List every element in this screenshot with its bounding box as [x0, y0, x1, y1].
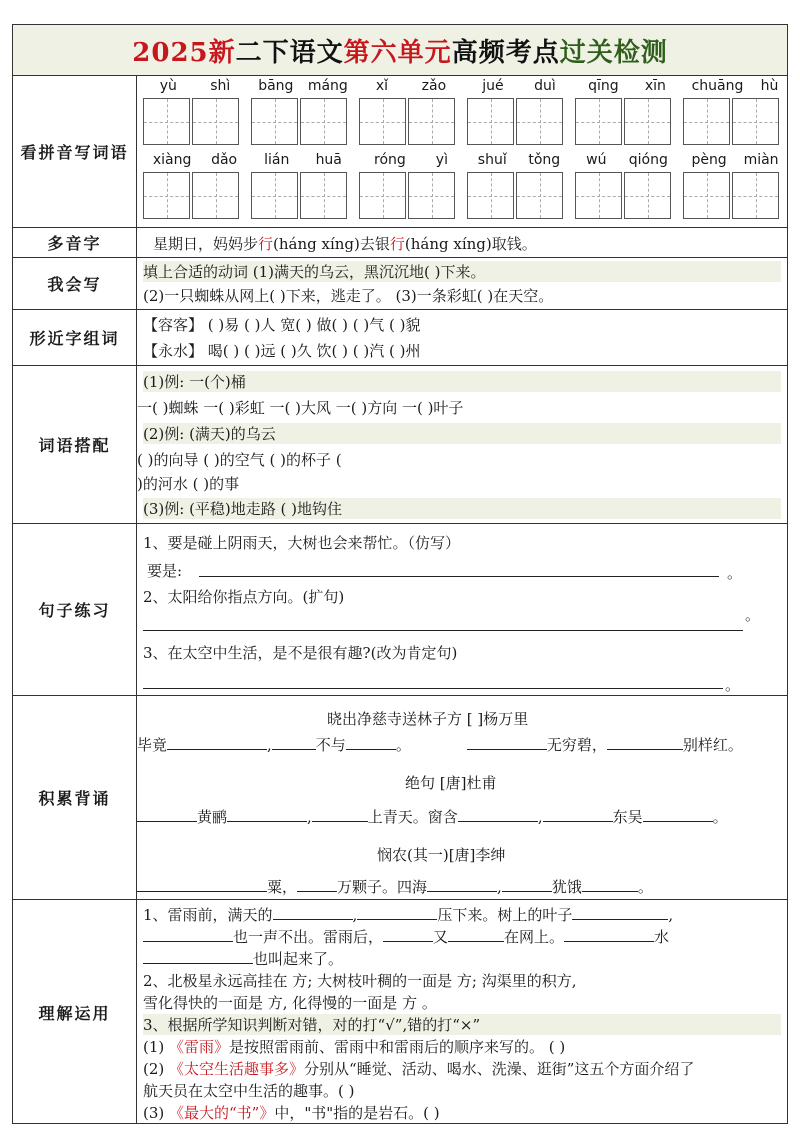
- juzi-q1: 1、要是碰上阴雨天，大树也会来帮忙。（仿写）: [143, 534, 461, 552]
- duoyin-sentence: 星期日，妈妈步行(háng xíng)去银行(háng xíng)取钱。: [153, 235, 537, 253]
- pinyin-word: [575, 78, 679, 145]
- pinyin-syllable: wú: [586, 152, 607, 168]
- tianzige-box[interactable]: [359, 98, 406, 145]
- judge-2: (2) 《太空生活趣事多》分别从“睡觉、活动、喝水、洗澡、逛街”这五个方面介绍了: [143, 1060, 695, 1078]
- answer-line: [143, 688, 723, 689]
- dapei-example1: (1)例: 一(个)桶: [143, 371, 781, 392]
- section-label: 理解运用: [13, 900, 137, 1124]
- dapei-example2: (2)例: (满天)的乌云: [143, 423, 781, 444]
- lijie-line2: 也一声不出。雷雨后， 又 在网上。 水: [143, 926, 781, 947]
- tianzige-box[interactable]: [251, 172, 298, 219]
- pinyin-syllable: shuǐ: [477, 152, 507, 168]
- judge-1: (1) 《雷雨》是按照雷雨前、雷雨中和雷雨后的顺序来写的。 ( ): [143, 1038, 566, 1056]
- pinyin-syllable: dǎo: [211, 152, 238, 168]
- lijie-line6: 3、根据所学知识判断对错，对的打“√”,错的打“×”: [143, 1014, 781, 1035]
- tianzige-box[interactable]: [143, 98, 190, 145]
- pinyin-syllable: hù: [760, 78, 779, 94]
- dapei-line: ( )的向导 ( )的空气 ( )的杯子 (: [137, 451, 342, 469]
- tianzige-box[interactable]: [732, 172, 779, 219]
- tianzige-box[interactable]: [732, 98, 779, 145]
- lijie-line4: 2、北极星永远高挂在 方; 大树枝叶稠的一面是 方; 沟渠里的积方,: [143, 972, 577, 990]
- tianzige-box[interactable]: [408, 98, 455, 145]
- tianzige-box[interactable]: [624, 172, 671, 219]
- pinyin-syllable: zǎo: [421, 78, 447, 94]
- section-label: 句子练习: [13, 524, 137, 695]
- section-dapei: [13, 366, 787, 524]
- tianzige-box[interactable]: [143, 172, 190, 219]
- pinyin-word: [467, 152, 571, 219]
- lijie-line1: 1、雷雨前，满天的 , 压下来。树上的叶子 ,: [143, 906, 674, 924]
- section-wohuixie: [13, 258, 787, 310]
- pinyin-syllable: qióng: [628, 152, 668, 168]
- tianzige-box[interactable]: [575, 98, 622, 145]
- pinyin-syllable: yì: [435, 152, 448, 168]
- poem1-line: 毕竟 , 不与 。 无穷碧， 别样红。: [137, 736, 743, 754]
- pinyin-grid: [137, 76, 787, 227]
- pinyin-syllable: lián: [264, 152, 290, 168]
- tianzige-box[interactable]: [683, 98, 730, 145]
- section-label: 看拼音写词语: [13, 76, 137, 227]
- poem3-line: 粟， 万颗子。四海 , 犹饿 。: [137, 876, 781, 897]
- pinyin-syllable: tǒng: [528, 152, 561, 168]
- tianzige-box[interactable]: [192, 172, 239, 219]
- pinyin-syllable: shì: [210, 78, 231, 94]
- poem-title: 绝句 [唐]杜甫: [405, 774, 497, 792]
- tianzige-box[interactable]: [359, 172, 406, 219]
- wohuixie-line2: (2)一只蜘蛛从网上( )下来，逃走了。 (3)一条彩虹( )在天空。: [143, 287, 554, 305]
- juzi-q1-prefix: 要是:: [147, 562, 183, 580]
- dapei-line: 一( )蜘蛛 一( )彩虹 一( )大风 一( )方向 一( )叶子: [137, 399, 464, 417]
- pinyin-syllable: xiàng: [152, 152, 192, 168]
- pinyin-syllable: huā: [315, 152, 342, 168]
- section-juzi: 句子练习 1、要是碰上阴雨天，大树也会来帮忙。（仿写） 要是: 。 2、太阳给你指点方向。(扩句) 。 3、在太空中生活，是不是很有趣?(改为肯定句) 。: [13, 524, 787, 696]
- poem-title: 晓出净慈寺送林子方 [ ]杨万里: [327, 710, 529, 728]
- section-jilei: [13, 696, 787, 900]
- pinyin-word: [683, 78, 787, 145]
- pinyin-syllable: chuāng: [691, 78, 744, 94]
- worksheet: [12, 24, 788, 1124]
- pinyin-word: [251, 152, 355, 219]
- pinyin-word: [251, 78, 355, 145]
- pinyin-syllable: jué: [482, 78, 504, 94]
- pinyin-word: [143, 78, 247, 145]
- xingjin-line1: 【容客】 ( )易 ( )人 宽( ) 做( ) ( )气 ( )貌: [143, 316, 421, 334]
- pinyin-syllable: bāng: [258, 78, 294, 94]
- lijie-line5: 雪化得快的一面是 方, 化得慢的一面是 方 。: [143, 994, 437, 1012]
- pinyin-syllable: xǐ: [375, 78, 389, 94]
- section-label: 词语搭配: [13, 366, 137, 523]
- section-xingjin: [13, 310, 787, 366]
- section-label: 多音字: [13, 228, 137, 257]
- pinyin-syllable: pèng: [691, 152, 727, 168]
- poem2-line: 黄鹂 , 上青天。窗含 , 东吴 。: [137, 806, 781, 827]
- section-label: 积累背诵: [13, 696, 137, 899]
- pinyin-syllable: qīng: [588, 78, 619, 94]
- tianzige-box[interactable]: [467, 172, 514, 219]
- poem-title: 悯农(其一)[唐]李绅: [377, 846, 506, 864]
- pinyin-word: [683, 152, 787, 219]
- pinyin-word: [359, 78, 463, 145]
- juzi-q3: 3、在太空中生活，是不是很有趣?(改为肯定句): [143, 644, 458, 662]
- xingjin-line2: 【永水】 喝( ) ( )远 ( )久 饮( ) ( )汽 ( )州: [143, 342, 421, 360]
- pinyin-word: [575, 152, 679, 219]
- pinyin-syllable: duì: [534, 78, 556, 94]
- tianzige-box[interactable]: [624, 98, 671, 145]
- lijie-line3: 也叫起来了。: [143, 948, 781, 969]
- tianzige-box[interactable]: [408, 172, 455, 219]
- page-title: 2025新 二下语文 第六单元 高频考点 过关检测: [13, 25, 787, 76]
- pinyin-syllable: róng: [374, 152, 406, 168]
- dapei-example3: (3)例: (平稳)地走路 ( )地钩住: [143, 498, 781, 519]
- pinyin-word: [143, 152, 247, 219]
- tianzige-box[interactable]: [300, 172, 347, 219]
- judge-3: (3) 《最大的“书”》中，"书"指的是岩石。( ): [143, 1104, 440, 1122]
- tianzige-box[interactable]: [575, 172, 622, 219]
- tianzige-box[interactable]: [683, 172, 730, 219]
- pinyin-word: [359, 152, 463, 219]
- judge-2-cont: 航天员在太空中生活的趣事。( ): [143, 1082, 355, 1100]
- pinyin-syllable: máng: [307, 78, 348, 94]
- tianzige-box[interactable]: [251, 98, 298, 145]
- section-label: 我会写: [13, 258, 137, 309]
- section-duoyin: [13, 228, 787, 258]
- tianzige-box[interactable]: [300, 98, 347, 145]
- pinyin-syllable: miàn: [743, 152, 779, 168]
- section-lijie: [13, 900, 787, 1124]
- section-label: 形近字组词: [13, 310, 137, 365]
- tianzige-box[interactable]: [192, 98, 239, 145]
- pinyin-syllable: xīn: [644, 78, 666, 94]
- section-pinyin: [13, 76, 787, 228]
- dapei-line: )的河水 ( )的事: [137, 475, 240, 493]
- tianzige-box[interactable]: [516, 98, 563, 145]
- tianzige-box[interactable]: [516, 172, 563, 219]
- tianzige-box[interactable]: [467, 98, 514, 145]
- pinyin-syllable: yù: [159, 78, 177, 94]
- answer-line: [199, 576, 719, 577]
- wohuixie-line1: 填上合适的动词 (1)满天的乌云，黑沉沉地( )下来。: [143, 261, 781, 282]
- answer-line: [143, 630, 743, 631]
- juzi-q2: 2、太阳给你指点方向。(扩句): [143, 588, 345, 606]
- pinyin-word: [467, 78, 571, 145]
